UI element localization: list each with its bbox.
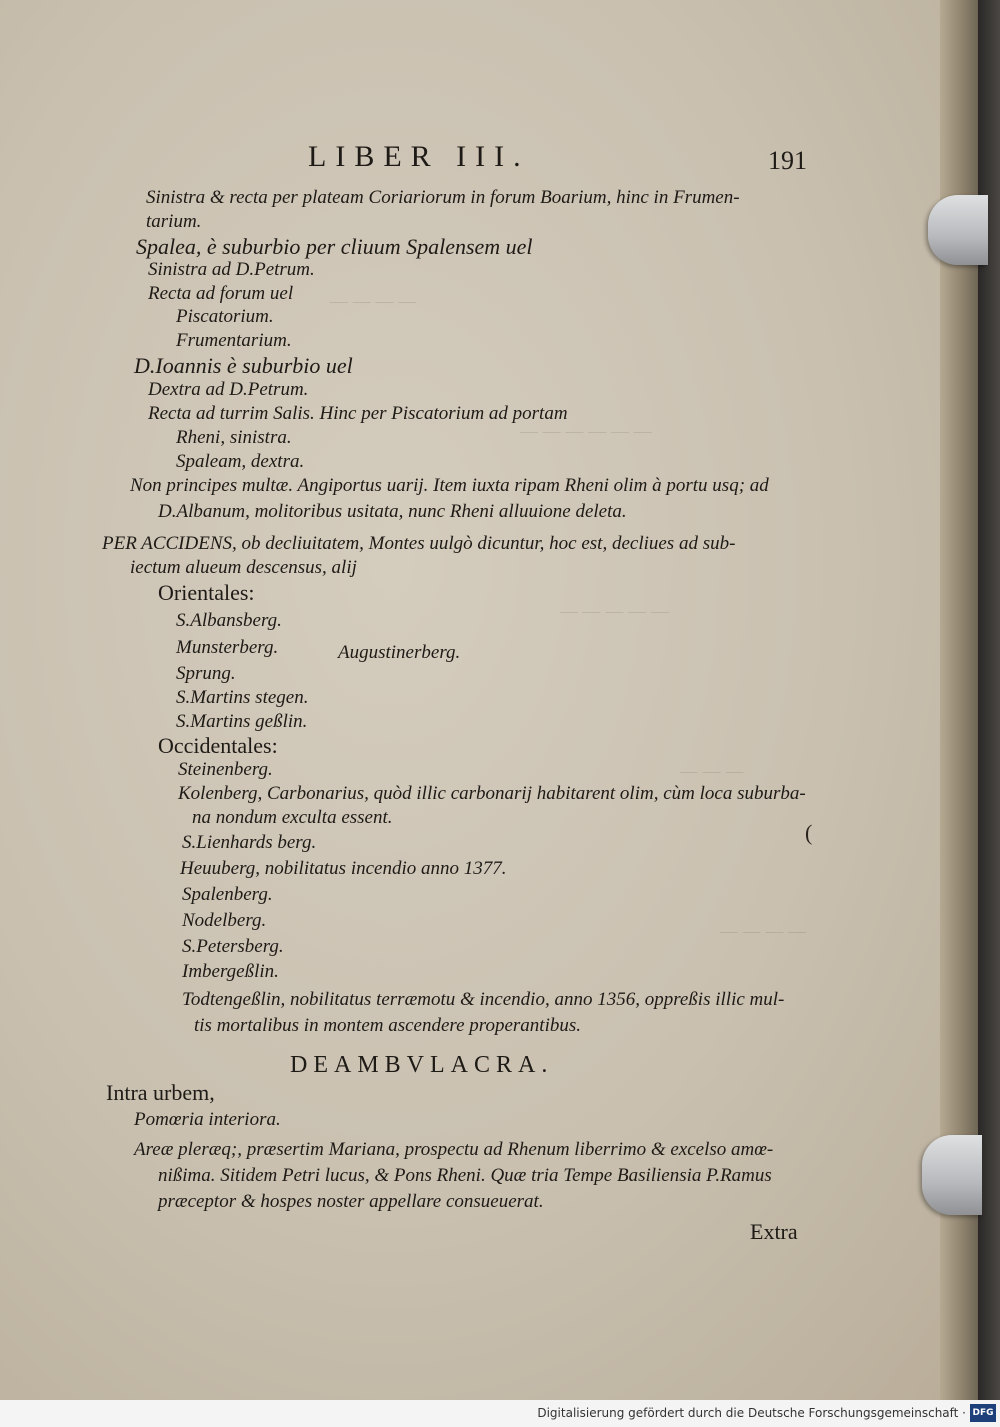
text-line: iectum alueum descensus, alij — [130, 557, 357, 578]
text-line: Spalea, è suburbio per cliuum Spalensem uel — [136, 234, 533, 259]
text-line: Steinenberg. — [178, 759, 273, 780]
text-line: Nodelberg. — [182, 910, 267, 931]
text-line: Spalenberg. — [182, 884, 273, 905]
text-line: Frumentarium. — [176, 330, 292, 351]
text-line: Munsterberg. — [176, 637, 279, 658]
text-line: na nondum exculta essent. — [192, 807, 393, 828]
text-line: PER ACCIDENS, ob decliuitatem, Montes uulgò dicuntur, hoc est, decliues ad sub- — [102, 533, 736, 554]
text-line: Kolenberg, Carbonarius, quòd illic carbonarij habitarent olim, cùm loca suburba- — [178, 783, 806, 804]
page-clip-top — [928, 195, 988, 265]
text-line: Areæ pleræq;, præsertim Mariana, prospectu ad Rhenum liberrimo & excelso amœ- — [134, 1139, 774, 1160]
text-line: D.Albanum, molitoribus usitata, nunc Rheni alluuione deleta. — [158, 501, 627, 522]
bleed-through: — — — — — — [560, 600, 669, 622]
text-line: Heuuberg, nobilitatus incendio anno 1377. — [180, 858, 507, 879]
text-line: tarium. — [146, 211, 202, 232]
text-line: Sprung. — [176, 663, 236, 684]
text-line: præceptor & hospes noster appellare consueuerat. — [158, 1191, 544, 1212]
text-line: Sinistra & recta per plateam Coriariorum in forum Boarium, hinc in Frumen- — [146, 187, 740, 208]
text-line: S.Petersberg. — [182, 936, 284, 957]
text-line: Dextra ad D.Petrum. — [148, 379, 309, 400]
text-line: S.Lienhards berg. — [182, 832, 317, 853]
page-clip-bottom — [922, 1135, 982, 1215]
text-line: Sinistra ad D.Petrum. — [148, 259, 315, 280]
text-line: Recta ad turrim Salis. Hinc per Piscatorium ad portam — [148, 403, 568, 424]
text-line: S.Martins stegen. — [176, 687, 309, 708]
dfg-logo: DFG — [970, 1404, 996, 1422]
text-line: Augustinerberg. — [338, 642, 461, 663]
bleed-through: — — — — — — — [520, 420, 652, 442]
text-line: D.Ioannis è suburbio uel — [134, 353, 353, 378]
bleed-through: — — — — — [330, 290, 417, 312]
text-line: Rheni, sinistra. — [176, 427, 292, 448]
text-line: Piscatorium. — [176, 306, 274, 327]
text-line: S.Albansberg. — [176, 610, 282, 631]
text-line: Recta ad forum uel — [148, 283, 294, 304]
text-line: Pomœria interiora. — [134, 1109, 281, 1130]
text-line: Occidentales: — [158, 733, 278, 758]
text-line: nißima. Sitidem Petri lucus, & Pons Rheni. Quæ tria Tempe Basiliensia P.Ramus — [158, 1165, 772, 1186]
text-line: tis mortalibus in montem ascendere properantibus. — [194, 1015, 582, 1036]
text-line: Imbergeßlin. — [182, 961, 279, 982]
text-line: Non principes multæ. Angiportus uarij. Item iuxta ripam Rheni olim à portu usq; ad — [130, 475, 769, 496]
footer-credit: Digitalisierung gefördert durch die Deutsche Forschungsgemeinschaft · — [537, 1406, 966, 1420]
text-line: S.Martins geßlin. — [176, 711, 308, 732]
page-number: 191 — [768, 146, 807, 175]
footer-bar — [0, 1400, 1000, 1427]
text-line: Intra urbem, — [106, 1080, 215, 1105]
text-line: Spaleam, dextra. — [176, 451, 305, 472]
text-line: Todtengeßlin, nobilitatus terræmotu & incendio, anno 1356, oppreßis illic mul- — [182, 989, 785, 1010]
bleed-through: — — — — — [720, 920, 807, 942]
bleed-through: — — — — [680, 760, 744, 782]
catchword: Extra — [750, 1219, 798, 1244]
text-line: Orientales: — [158, 580, 255, 605]
section-title: DEAMBVLACRA. — [290, 1052, 554, 1078]
running-title: LIBER III. — [308, 140, 530, 173]
margin-mark: ( — [805, 820, 813, 845]
